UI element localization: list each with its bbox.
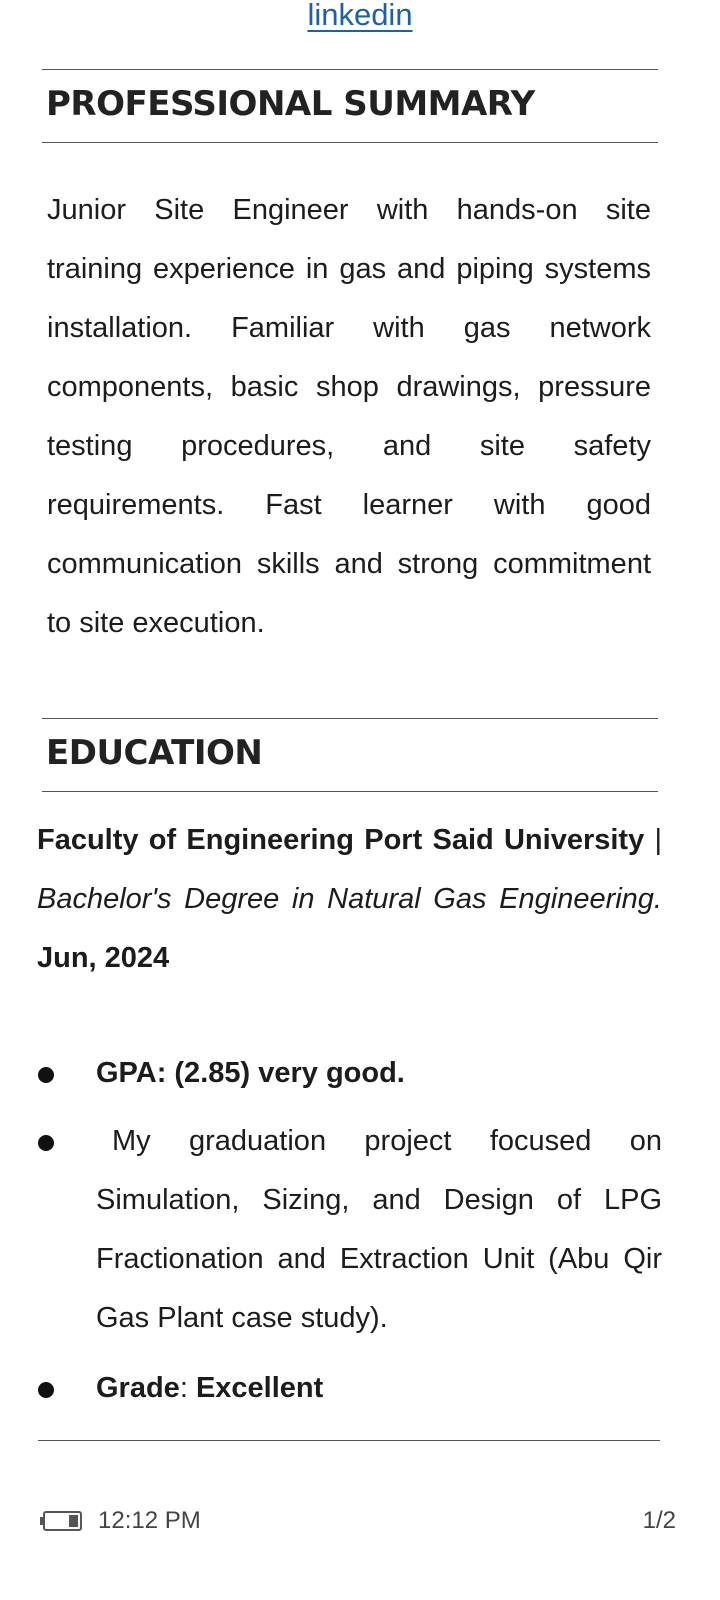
education-bullet-grade — [96, 1359, 662, 1418]
grade-separator: : — [179, 1372, 196, 1404]
divider-education — [42, 791, 658, 792]
summary-text: Junior Site Engineer with hands-on site training experience in gas and piping systems installation. Familiar with gas network components, basic shop drawings, pressure testing procedures, and site safety requirements. Fast learner with good communication skills and strong commitment to site execution. — [47, 194, 651, 639]
linkedin-link-text[interactable]: linkedin — [307, 0, 413, 32]
bullet-dot — [38, 1067, 54, 1083]
education-entry — [37, 811, 662, 988]
grade-label: Grade — [96, 1372, 180, 1404]
page-indicator: 1/2 — [642, 1507, 676, 1534]
education-separator: | — [644, 824, 663, 856]
education-institution: Faculty of Engineering Port Said University — [37, 824, 645, 856]
divider-education-top — [42, 718, 658, 719]
linkedin-link[interactable] — [0, 0, 720, 38]
education-date: Jun, 2024 — [37, 942, 170, 974]
status-time: 12:12 PM — [98, 1507, 201, 1534]
divider-summary — [42, 142, 658, 143]
bullet-dot — [38, 1382, 54, 1398]
education-bullet-gpa: GPA: (2.85) very good. — [96, 1057, 405, 1089]
education-degree: Bachelor's Degree in Natural Gas Engineering. — [37, 883, 662, 915]
education-bullet-project: My graduation project focused on Simulation, Sizing, and Design of LPG Fractionation and Extraction Unit (Abu Qir Gas Plant case study). — [96, 1125, 662, 1334]
divider-bottom — [38, 1440, 660, 1441]
bullet-dot — [38, 1135, 54, 1151]
section-heading-summary: PROFESSIONAL SUMMARY — [46, 84, 535, 124]
battery-icon — [40, 1511, 82, 1531]
grade-value: Excellent — [195, 1372, 324, 1404]
divider-top — [42, 69, 658, 70]
section-heading-education: EDUCATION — [46, 733, 263, 773]
